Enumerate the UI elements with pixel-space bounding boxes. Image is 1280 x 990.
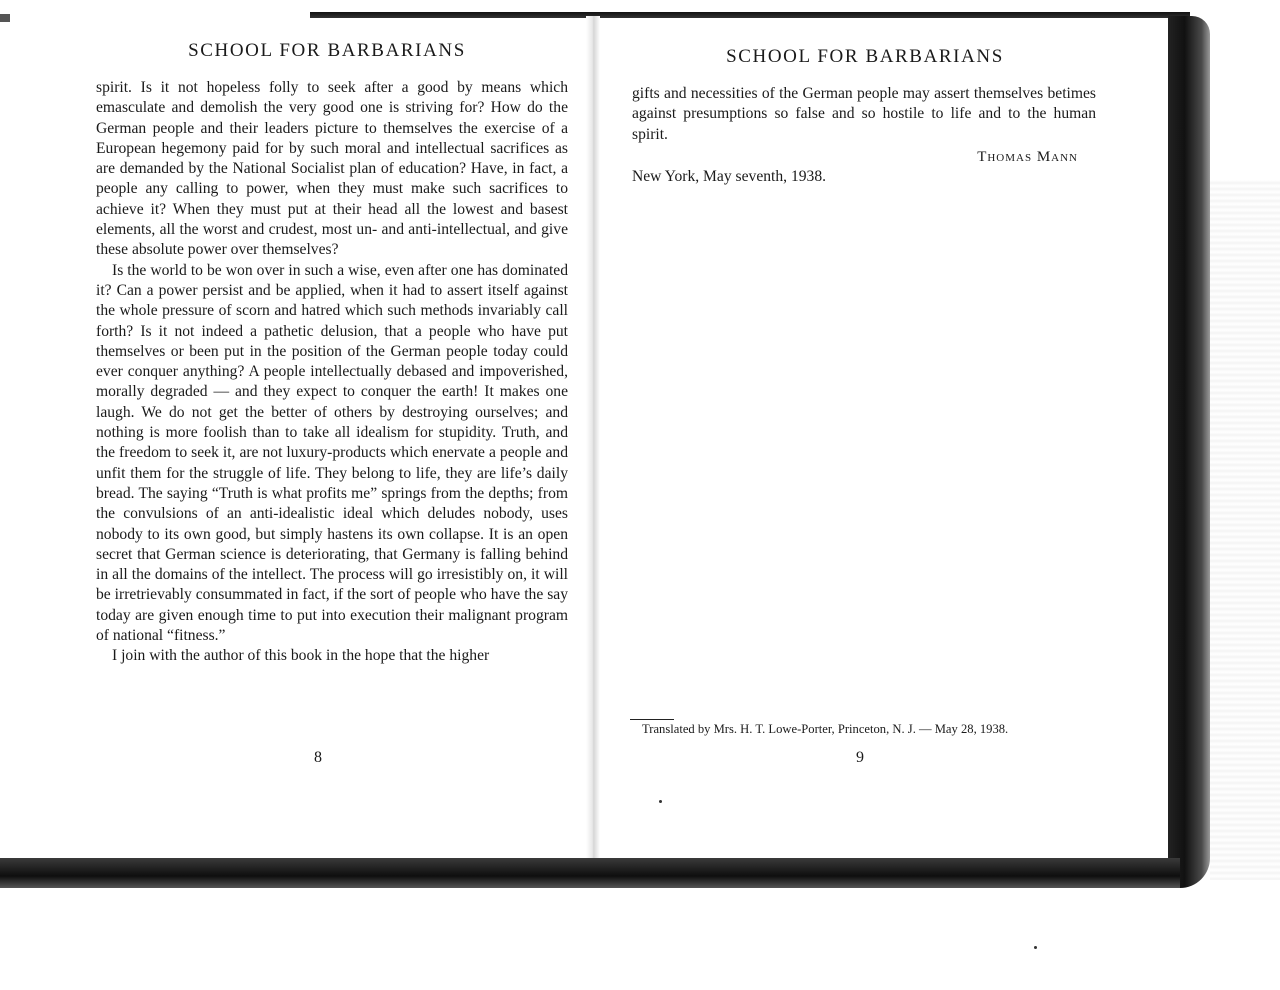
footnote-rule (630, 719, 674, 720)
scan-background-noise (1210, 180, 1280, 880)
scan-speck (1034, 946, 1037, 949)
left-paragraph-2: Is the world to be won over in such a wise, even after one has dominated it? Can a power persist and be applied, when it had to assert itself against the whole pressure of scorn and hatred which such methods invariably call forth? Is it not indeed a pathetic delusion, that a people who have put themselves or been put in the position of the German people today could ever conquer anything? A people intellectually debased and impoverished, morally degraded — and they expect to conquer the earth! It makes one laugh. We do not get the better of others by destroying ourselves; and nothing is more foolish than to take all idealism for stupidity. Truth, and the freedom to seek it, are not luxury-products which enervate a people and unfit them for the struggle of life. They belong to life, they are life’s daily bread. The saying “Truth is what profits me” springs from the depths; from the convulsions of an anti-idealistic ideal which deludes nobody, uses nobody to its own good, but simply hastens its own collapse. It is an open secret that German science is deteriorating, that Germany is falling behind in all the domains of the intellect. The process will go irresistibly on, it will be irretrievably consummated in fact, if the sort of people who have the say today are given enough time to put into execution their malignant program of national “fitness.” (96, 261, 568, 645)
translator-footnote: Translated by Mrs. H. T. Lowe-Porter, Princeton, N. J. — May 28, 1938. (642, 722, 1009, 736)
book-gutter (586, 16, 600, 866)
dateline: New York, May seventh, 1938. (632, 167, 827, 185)
scan-speck (659, 800, 662, 803)
right-page-number: 9 (856, 749, 864, 766)
right-body-text (630, 84, 1100, 145)
left-paragraph-1: spirit. Is it not hopeless folly to seek after a good by means which emasculate and demolish the very good one is striving for? How do the German people and their leaders picture to themselves the exercise of a European hegemony paid for by such moral and intellectual sacrifices as are demanded by the National Socialist plan of education? Have, in fact, a people any calling to power, when they must make such sacrifices to achieve it? When they must put at their head all the lowest and basest elements, all the worst and crudest, most un- and anti-intellectual, and give these absolute power over themselves? (96, 79, 568, 259)
scan-corner-mark (0, 14, 10, 22)
left-page-number: 8 (314, 749, 322, 766)
right-paragraph: gifts and necessities of the German people may assert themselves betimes against presumptions so false and so hostile to life and to the human spirit. (632, 85, 1096, 143)
book-right-edge (1168, 16, 1210, 888)
book-bottom-edge (0, 858, 1180, 888)
left-paragraph-3: I join with the author of this book in the hope that the higher (112, 647, 490, 665)
author-signature: Thomas Mann (977, 148, 1078, 165)
left-page (86, 40, 568, 820)
right-page (630, 46, 1100, 826)
left-running-head: SCHOOL FOR BARBARIANS (188, 40, 466, 61)
book-top-edge (310, 12, 1190, 18)
left-body-text (86, 78, 568, 667)
right-running-head: SCHOOL FOR BARBARIANS (726, 46, 1004, 67)
